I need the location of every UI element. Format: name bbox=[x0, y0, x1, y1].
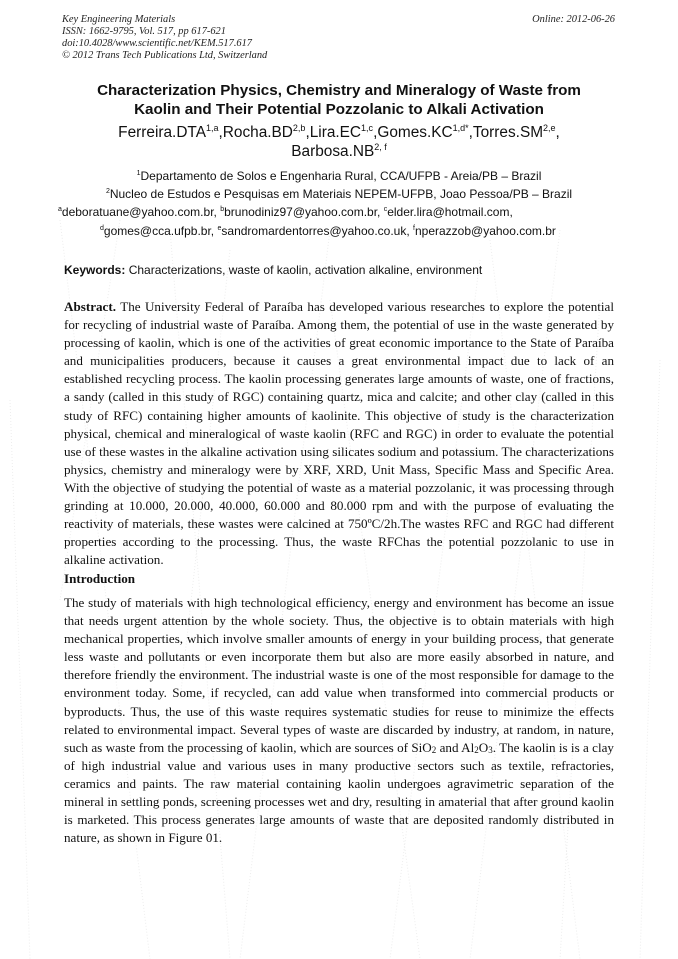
abstract-text: The University Federal of Paraíba has developed various researches to explore the potential for recycling of industrial waste of Paraíba. Among them, the potential of use in the waste generated by processing of kaolin, which is one of the activities of great economic importance to the State of Paraíba and municipalities producers, because it causes a great environmental impact due to lack of an established recycling process. The kaolin processing generates large amounts of waste, one of fractions, a sandy (called in this study of RGC) containing quartz, mica and calcite; and other clay (called in this study of RFC) containing higher amounts of kaolinite. This objective of study is the characterization physical, chemical and mineralogical of waste kaolin (RFC and RGC) in order to evaluate the potential use of these wastes in the alkaline activation using silicates sodium and potassium. The characterizations physics, chemistry and mineralogy were by XRF, XRD, Unit Mass, Specific Mass and Specific Area. With the objective of studying the potential of waste as a material pozzolanic, it was processing through grinding at 10.000, 20.000, 40.000, 60.000 and 80.000 rpm and with the purpose of evaluating the reactivity of materials, these wastes were calcined at 750ºC/2h.The wastes RFC and RGC had different properties according to the processing. Thus, the waste RFChas the potential pozzolanic to use in alkaline activation. bbox=[64, 299, 614, 568]
journal-name: Key Engineering Materials bbox=[62, 14, 176, 25]
keywords-text: Characterizations, waste of kaolin, activation alkaline, environment bbox=[125, 263, 483, 277]
journal-header bbox=[62, 14, 267, 62]
abstract bbox=[64, 298, 614, 569]
title-line-2: Kaolin and Their Potential Pozzolanic to Alkali Activation bbox=[134, 101, 544, 118]
paper-title bbox=[40, 81, 638, 119]
email-line-1 bbox=[58, 205, 513, 219]
email-link[interactable]: $^d$gomes@cca.ufpb.br, bbox=[100, 224, 218, 238]
keywords-label: Keywords: bbox=[64, 263, 126, 277]
author: Ferreira.DTA$^{1,a}$, bbox=[118, 123, 223, 141]
author: Lira.EC$^{1,c}$, bbox=[309, 123, 378, 141]
author: Barbosa.NB$^{2, f}$ bbox=[291, 142, 387, 160]
author: Rocha.BD$^{2,b}$, bbox=[222, 123, 310, 141]
keywords bbox=[64, 263, 482, 277]
abstract-label: Abstract. bbox=[64, 299, 116, 314]
email-link[interactable]: $^b$brunodiniz97@yahoo.com.br, bbox=[220, 205, 384, 219]
email-link[interactable]: $^a$deboratuane@yahoo.com.br, bbox=[58, 205, 221, 219]
email-link[interactable]: $^c$elder.lira@hotmail.com, bbox=[383, 205, 513, 219]
journal-copyright: © 2012 Trans Tech Publications Ltd, Switzerland bbox=[62, 50, 268, 61]
online-date: Online: 2012-06-26 bbox=[532, 14, 615, 25]
title-line-1: Characterization Physics, Chemistry and Mineralogy of Waste from bbox=[97, 82, 581, 99]
introduction-body: The study of materials with high technological efficiency, energy and environment has become an issue that needs urgent attention by the whole society. Thus, the objective is to obtain materials with high mechanical properties, which involve smaller amounts of energy in your building process, that generate less waste and pollutants or even incorporate them but also are more easily absorbed in nature, and therefore friendly the environment. The industrial waste is one of the most responsible for damage to the environment today. Some, if recycled, can add value when transformed into commercial products or byproducts. Thus, the use of this waste requires systematic studies for reuse to minimize the effects related to environmental impact. Several types of waste are discarded by industry, at random, in nature, such as waste from the processing of kaolin, which are sources of SiO$_2$ and $Al_2O_3$. The kaolin is is a clay of high industrial value and various uses in many productive sectors such as textile, refractories, ceramics and paints. The raw material containing kaolin undergoes agravimetric separation of the mineral in settling ponds, screening processes wet and dry, resulting in amaterial that after ground kaolin is marketed. This process generates large amounts of waste that are deposited randomly distributed in nature, as shown in Figure 01. bbox=[64, 595, 614, 846]
author: $Gomes.KC^{1,d*}$, bbox=[377, 123, 473, 141]
email-link[interactable]: $^e$sandromardentorres@yahoo.co.uk, bbox=[217, 224, 414, 238]
journal-issn: ISSN: 1662-9795, Vol. 517, pp 617-621 bbox=[62, 26, 226, 37]
affiliation-2: $^2$Nucleo de Estudos e Pesquisas em Materiais NEPEM-UFPB, Joao Pessoa/PB – Brazil bbox=[105, 187, 573, 201]
author-list bbox=[40, 123, 638, 161]
affiliation-1: $^1$Departamento de Solos e Engenharia Rural, CCA/UFPB - Areia/PB – Brazil bbox=[136, 169, 542, 183]
formula-sio2: SiO$_2$ bbox=[411, 739, 437, 755]
author: Torres.SM$^{2,e}$, bbox=[472, 123, 560, 141]
email-line-2 bbox=[100, 224, 556, 238]
section-heading-introduction: Introduction bbox=[64, 571, 136, 586]
formula-al2o3: $Al_2O_3$ bbox=[461, 739, 493, 755]
journal-doi[interactable]: doi:10.4028/www.scientific.net/KEM.517.617 bbox=[62, 38, 252, 49]
email-link[interactable]: $^f$nperazzob@yahoo.com.br bbox=[413, 224, 556, 238]
